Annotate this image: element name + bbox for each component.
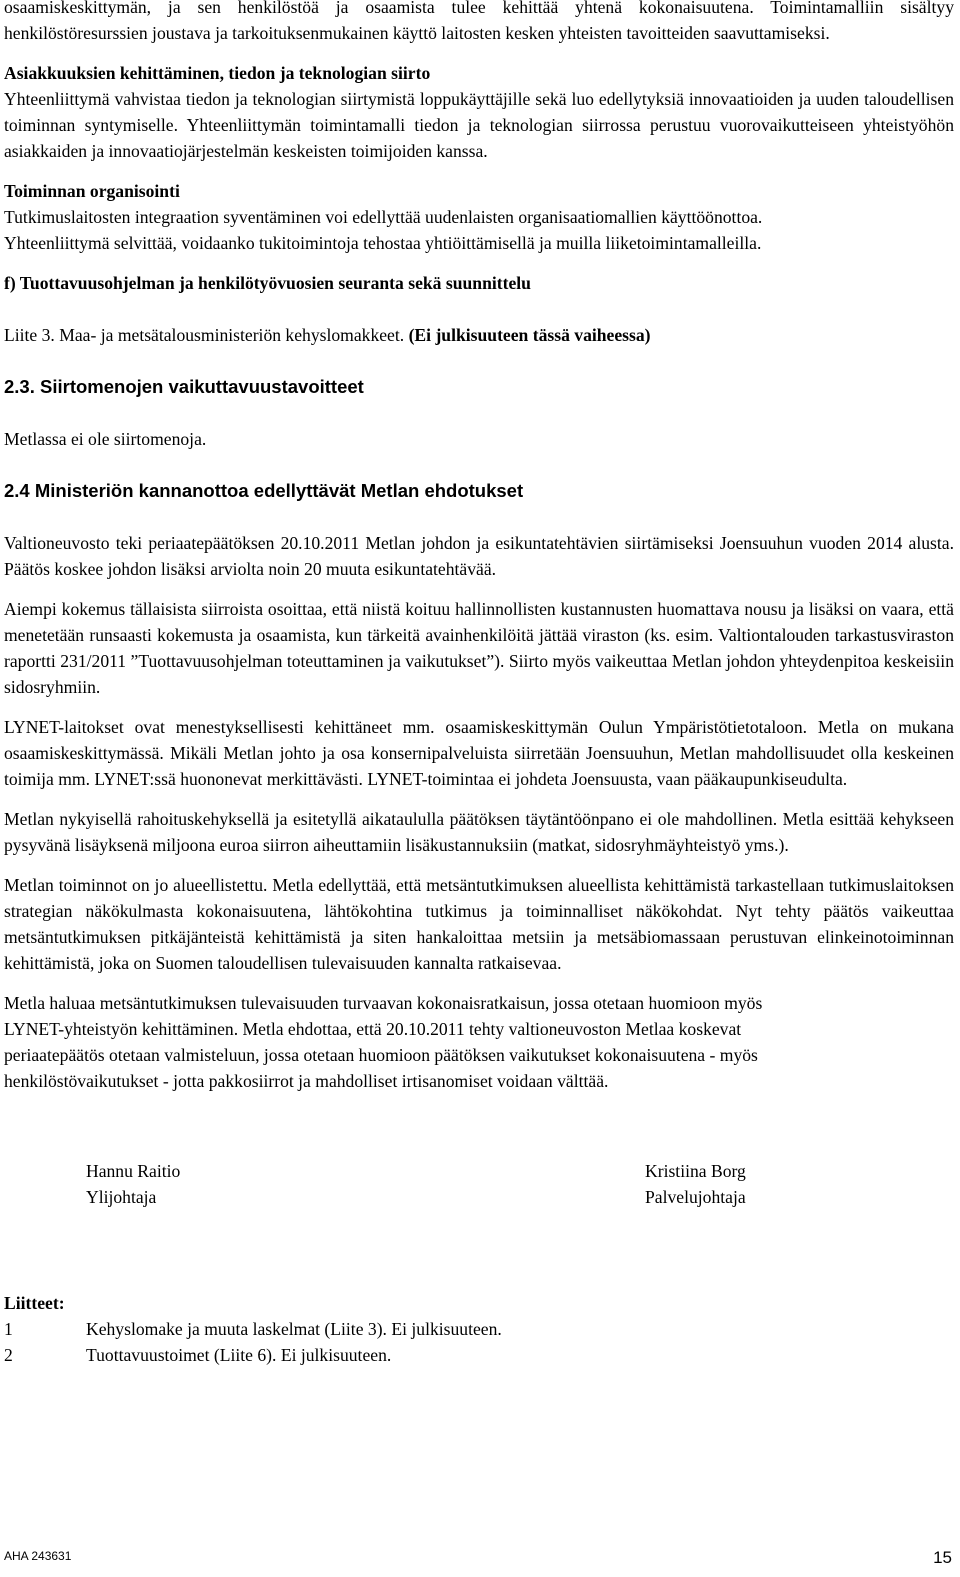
signer-title: Palvelujohtaja bbox=[645, 1187, 746, 1207]
signatures bbox=[4, 1158, 954, 1210]
signer-title: Ylijohtaja bbox=[86, 1187, 157, 1207]
attachment-number: 2 bbox=[4, 1345, 13, 1365]
section-24-paragraph-5: Metlan toiminnot on jo alueellistettu. Metla edellyttää, että metsäntutkimuksen alueellista kehittämistä tarkastellaan tutkimuslaitoksen strategian näkökulmasta kokonaisuutena, lähtökohtina tutkimus ja toiminnalliset näkökohdat. Nyt tehty päätös vaikeuttaa metsäntutkimuksen pitkäjänteistä kehittämistä ja siten hankaloittaa metsiin ja metsäbiomassaan perustuvan elinkeinotoiminnan kehittämistä, joka on Suomen taloudellisen tulevaisuuden kannalta ratkaisevaa. bbox=[4, 875, 954, 973]
section-24-paragraph-4: Metlan nykyisellä rahoituskehyksellä ja esitetyllä aikataululla päätöksen täytäntöönpano ei ole mahdollinen. Metla esittää kehykseen pysyvänä lisäyksenä miljoona euroa siirron aiheuttamiin lisäkustannuksiin (matkat, sidosryhmäyhteistyö yms.). bbox=[4, 809, 954, 855]
attachment-item bbox=[4, 1342, 954, 1368]
paragraph-6-line: henkilöstövaikutukset - jotta pakkosiirrot ja mahdolliset irtisanomiset voidaan välttää. bbox=[4, 1071, 609, 1091]
section-transfer-text: Yhteenliittymä vahvistaa tiedon ja teknologian siirtymistä loppukäyttäjille sekä luo edellytyksiä innovaatioiden ja uuden taloudellisen toiminnan syntymiselle. Yhteenliittymän toimintamalli tiedon ja teknologian siirrossa perustuu vuorovaikutteiseen yhteistyöhön asiakkaiden ja innovaatiojärjestelmän keskeisten toimijoiden kanssa. bbox=[4, 89, 954, 161]
section-f-liite bbox=[4, 322, 954, 348]
section-org-heading: Toiminnan organisointi bbox=[4, 181, 180, 201]
liite-text: Liite 3. Maa- ja metsätalousministeriön kehyslomakkeet. bbox=[4, 325, 405, 345]
attachment-text: Kehyslomake ja muuta laskelmat (Liite 3). Ei julkisuuteen. bbox=[86, 1319, 502, 1339]
section-24-paragraph-6 bbox=[4, 990, 954, 1094]
attachments bbox=[4, 1290, 954, 1368]
section-transfer bbox=[4, 60, 954, 164]
paragraph-6-line: Metla haluaa metsäntutkimuksen tulevaisuuden turvaavan kokonaisratkaisun, jossa otetaan huomioon myös bbox=[4, 993, 763, 1013]
section-transfer-heading: Asiakkuuksien kehittäminen, tiedon ja teknologian siirto bbox=[4, 63, 431, 83]
intro-paragraph: osaamiskeskittymän, ja sen henkilöstöä ja osaamista tulee kehittää yhtenä kokonaisuutena. Toimintamalliin sisältyy henkilöstöresurssien joustava ja tarkoituksenmukainen käyttö laitosten kesken yhteisten tavoitteiden saavuttamiseksi. bbox=[4, 0, 954, 43]
attachment-number: 1 bbox=[4, 1319, 13, 1339]
section-24-paragraph-1: Valtioneuvosto teki periaatepäätöksen 20.10.2011 Metlan johdon ja esikuntatehtävien siirtämiseksi Joensuuhun vuoden 2014 alusta. Päätös koskee johdon lisäksi arviolta noin 20 muuta esikuntatehtävää. bbox=[4, 533, 954, 579]
section-23-text: Metlassa ei ole siirtomenoja. bbox=[4, 429, 207, 449]
section-org bbox=[4, 178, 954, 256]
paragraph-6-line: LYNET-yhteistyön kehittäminen. Metla ehdottaa, että 20.10.2011 tehty valtioneuvoston Metlaa koskevat bbox=[4, 1019, 742, 1039]
section-23-heading: 2.3. Siirtomenojen vaikuttavuustavoitteet bbox=[4, 376, 364, 397]
document-page bbox=[4, 0, 954, 1368]
attachment-item bbox=[4, 1316, 954, 1342]
signer-name: Kristiina Borg bbox=[645, 1161, 746, 1181]
paragraph-6-line: periaatepäätös otetaan valmisteluun, jossa otetaan huomioon päätöksen vaikutukset kokonaisuutena - myös bbox=[4, 1045, 758, 1065]
section-org-line-2: Yhteenliittymä selvittää, voidaanko tukitoimintoja tehostaa yhtiöittämisellä ja muilla liiketoimintamalleilla. bbox=[4, 233, 762, 253]
signer-name: Hannu Raitio bbox=[86, 1161, 181, 1181]
signature-left bbox=[86, 1158, 180, 1210]
section-24-paragraph-3: LYNET-laitokset ovat menestyksellisesti kehittäneet mm. osaamiskeskittymän Oulun Ympäristötietotaloon. Metla on mukana osaamiskeskittymässä. Mikäli Metlan johto ja osa konsernipalveluista siirretään Joensuuhun, Metlan mahdollisuudet olla keskeinen toimija mm. LYNET:ssä huononevat merkittävästi. LYNET-toimintaa ei johdeta Joensuusta, vaan pääkaupunkiseudulta. bbox=[4, 717, 954, 789]
attachment-text: Tuottavuustoimet (Liite 6). Ei julkisuuteen. bbox=[86, 1345, 392, 1365]
section-24-paragraph-2: Aiempi kokemus tällaisista siirroista osoittaa, että niistä koituu hallinnollisten kustannusten huomattava nousu ja lisäksi on vaara, että menetetään runsaasti kokemusta ja osaamista, kun tärkeitä avainhenkilöitä jättää viraston (ks. esim. Valtiontalouden tarkastusviraston raportti 231/2011 ”Tuottavuusohjelman toteuttaminen ja vaikutukset”). Siirto myös vaikeuttaa Metlan johdon yhteydenpitoa keskeisiin sidosryhmiin. bbox=[4, 599, 954, 697]
attachments-heading: Liitteet: bbox=[4, 1293, 65, 1313]
liite-note: (Ei julkisuuteen tässä vaiheessa) bbox=[408, 325, 651, 345]
section-org-line-1: Tutkimuslaitosten integraation syventäminen voi edellyttää uudenlaisten organisaatiomallien käyttöönottoa. bbox=[4, 207, 763, 227]
section-24-heading: 2.4 Ministeriön kannanottoa edellyttävät Metlan ehdotukset bbox=[4, 480, 524, 501]
section-f-heading: f) Tuottavuusohjelman ja henkilötyövuosien seuranta sekä suunnittelu bbox=[4, 273, 531, 293]
document-id: AHA 243631 bbox=[4, 1549, 72, 1563]
page-number: 15 bbox=[933, 1548, 952, 1567]
signature-right bbox=[645, 1158, 746, 1210]
